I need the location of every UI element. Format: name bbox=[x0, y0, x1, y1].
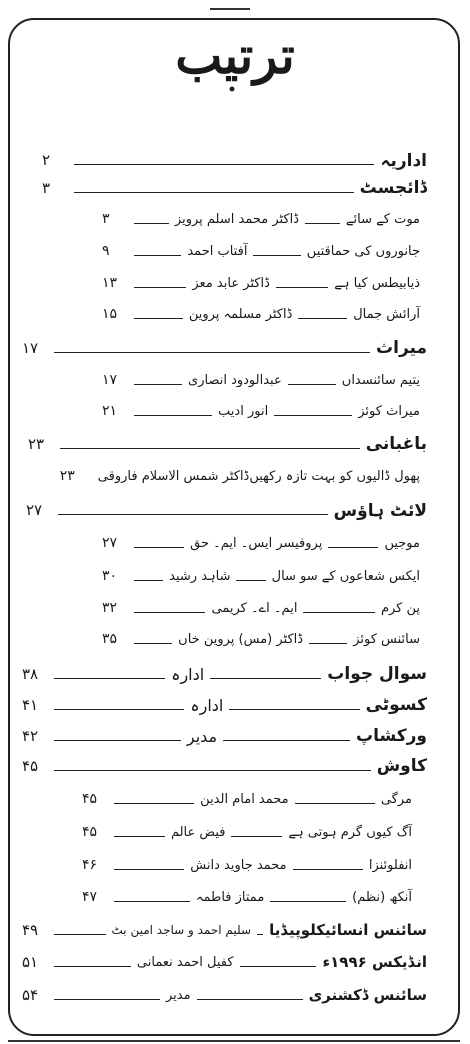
leader-line bbox=[305, 223, 340, 224]
entry-author: ڈاکٹر شمس الاسلام فاروقی bbox=[97, 468, 250, 484]
leader-line bbox=[134, 384, 182, 385]
entry-title: انفلوئنزا bbox=[368, 857, 412, 873]
entry-title: آرائش جمال bbox=[353, 306, 420, 322]
leader-line bbox=[240, 966, 317, 967]
toc-subentry[interactable] bbox=[82, 785, 412, 813]
leader-line bbox=[134, 255, 181, 256]
entry-title: سائنس ڈکشنری bbox=[308, 986, 427, 1004]
page-number: ۴۹ bbox=[22, 921, 39, 939]
entry-title: موت کے سائے bbox=[345, 211, 420, 227]
entry-author: ڈاکٹر عابد معز bbox=[192, 275, 270, 291]
leader-line bbox=[134, 318, 183, 319]
entry-author: انور ادیب bbox=[218, 403, 269, 419]
leader-line bbox=[276, 287, 328, 288]
page-number: ۱۵ bbox=[101, 306, 118, 322]
leader-line bbox=[74, 164, 374, 165]
title-underline-ornament bbox=[132, 86, 332, 92]
leader-line bbox=[114, 803, 194, 804]
entry-author: محمد امام الدین bbox=[200, 791, 289, 807]
page-number: ۴۵ bbox=[82, 824, 98, 840]
entry-title: سائنس کوئز bbox=[353, 631, 420, 647]
leader-line bbox=[223, 740, 350, 741]
leader-line bbox=[54, 934, 106, 935]
page-top-edge bbox=[210, 0, 250, 10]
toc-entry-index[interactable] bbox=[22, 948, 427, 976]
leader-line bbox=[257, 934, 263, 935]
entry-author: شاہد رشید bbox=[169, 568, 231, 584]
leader-line bbox=[293, 869, 363, 870]
page-number: ۱۷ bbox=[22, 339, 39, 357]
entry-author: آفتاب احمد bbox=[187, 243, 248, 259]
leader-line bbox=[134, 547, 184, 548]
entry-title: انڈیکس ۱۹۹۶ء bbox=[322, 953, 427, 971]
leader-line bbox=[134, 643, 172, 644]
entry-title: پھول ڈالیوں کو بہت تازہ رکھیں bbox=[249, 468, 420, 484]
leader-line bbox=[54, 966, 131, 967]
leader-line bbox=[114, 836, 165, 837]
page-number: ۲ bbox=[42, 151, 51, 169]
leader-line bbox=[134, 287, 186, 288]
page-number: ۳۰ bbox=[102, 568, 118, 584]
page-number: ۵۴ bbox=[21, 986, 39, 1004]
entry-title: باغبانی bbox=[365, 434, 427, 454]
leader-line bbox=[236, 580, 265, 581]
page-number: ۱۳ bbox=[102, 275, 118, 291]
entry-author: ادارہ bbox=[190, 695, 224, 715]
entry-author: ڈاکٹر مسلمہ پروین bbox=[188, 306, 293, 322]
entry-author: ممتاز فاطمہ bbox=[195, 889, 265, 905]
entry-title: آگ کیوں گرم ہوتی ہے bbox=[288, 824, 412, 840]
entry-author: سلیم احمد و ساجد امین بٹ bbox=[111, 923, 252, 937]
entry-title: لائٹ ہاؤس bbox=[333, 500, 427, 521]
entry-author: پروفیسر ایس۔ ایم۔ حق bbox=[190, 535, 323, 551]
entry-author: ادارہ bbox=[171, 664, 205, 684]
leader-line bbox=[54, 352, 370, 353]
entry-title: کاوش bbox=[376, 756, 427, 776]
page-number: ۵۱ bbox=[21, 953, 39, 971]
leader-line bbox=[54, 999, 160, 1000]
leader-line bbox=[114, 869, 184, 870]
entry-author: فیض عالم bbox=[170, 824, 226, 840]
page-title: ترتیب bbox=[175, 26, 295, 85]
entry-author: عبدالودود انصاری bbox=[188, 372, 282, 388]
toc-entry-gardening[interactable] bbox=[28, 430, 427, 458]
leader-line bbox=[229, 709, 359, 710]
page-number: ۴۵ bbox=[22, 757, 39, 775]
leader-line bbox=[231, 836, 282, 837]
page-number: ۲۱ bbox=[101, 403, 118, 419]
toc-subentry[interactable] bbox=[102, 269, 420, 297]
toc-subentry[interactable] bbox=[82, 851, 412, 879]
toc-entry-digest[interactable] bbox=[42, 174, 427, 202]
entry-author: ڈاکٹر محمد اسلم پرویز bbox=[174, 211, 300, 227]
leader-line bbox=[303, 612, 375, 613]
toc-subentry[interactable] bbox=[102, 625, 420, 653]
leader-line bbox=[74, 192, 354, 193]
leader-line bbox=[54, 709, 184, 710]
toc-entry-workshop[interactable] bbox=[22, 722, 427, 750]
leader-line bbox=[134, 580, 163, 581]
toc-subentry[interactable] bbox=[102, 529, 420, 557]
entry-title: میراث کوئز bbox=[358, 403, 420, 419]
page-number: ۲۷ bbox=[102, 535, 118, 551]
toc-subentry[interactable] bbox=[102, 237, 420, 265]
toc-subentry[interactable] bbox=[102, 562, 420, 590]
entry-title: کسوٹی bbox=[365, 695, 427, 715]
page-number: ۳۲ bbox=[101, 600, 118, 616]
leader-line bbox=[288, 384, 336, 385]
entry-title: آنکھ (نظم) bbox=[352, 889, 412, 905]
leader-line bbox=[328, 547, 378, 548]
entry-title: میراث bbox=[376, 338, 427, 358]
toc-subentry[interactable] bbox=[82, 883, 412, 911]
page-number: ۲۳ bbox=[59, 468, 75, 484]
entry-title: پن کرم bbox=[380, 600, 420, 616]
bottom-rule bbox=[8, 1040, 460, 1042]
toc-subentry[interactable] bbox=[102, 366, 420, 394]
entry-title: مرگی bbox=[380, 791, 412, 807]
toc-subentry[interactable] bbox=[102, 397, 420, 425]
leader-line bbox=[253, 255, 300, 256]
leader-line bbox=[54, 740, 181, 741]
leader-line bbox=[295, 803, 375, 804]
toc-entry-encyclopedia[interactable] bbox=[22, 916, 427, 944]
entry-author: مدیر bbox=[165, 987, 191, 1003]
leader-line bbox=[134, 223, 169, 224]
leader-line bbox=[270, 901, 346, 902]
entry-title: سائنس انسائیکلوپیڈیا bbox=[269, 921, 427, 939]
toc-entry-dictionary[interactable] bbox=[22, 981, 427, 1009]
toc-entry-qa[interactable] bbox=[22, 660, 427, 688]
entry-title: جانوروں کی حماقتیں bbox=[306, 243, 420, 259]
page-number: ۴۲ bbox=[21, 727, 39, 745]
toc-entry-kasauti[interactable] bbox=[22, 691, 427, 719]
toc-entry-kawish[interactable] bbox=[22, 752, 427, 780]
leader-line bbox=[114, 901, 190, 902]
entry-author: ایم۔ اے۔ کریمی bbox=[211, 600, 298, 616]
page-number: ۳ bbox=[102, 211, 110, 227]
entry-title: ایکس شعاعوں کے سو سال bbox=[271, 568, 420, 584]
entry-title: ذیابیطس کیا ہے bbox=[334, 275, 420, 291]
page-number: ۳ bbox=[42, 179, 51, 197]
entry-author: مدیر bbox=[186, 726, 218, 746]
page-number: ۱۷ bbox=[102, 372, 118, 388]
leader-line bbox=[197, 999, 303, 1000]
entry-title: اداریہ bbox=[380, 150, 427, 171]
page-number: ۲۳ bbox=[28, 435, 45, 453]
entry-author: ڈاکٹر (مس) پروین خاں bbox=[178, 631, 304, 647]
toc-subentry[interactable] bbox=[82, 818, 412, 846]
leader-line bbox=[60, 448, 360, 449]
toc-subentry[interactable] bbox=[59, 462, 420, 490]
toc-subentry[interactable] bbox=[102, 300, 420, 328]
toc-subentry[interactable] bbox=[102, 594, 420, 622]
entry-author: کفیل احمد نعمانی bbox=[136, 954, 234, 970]
toc-entry-lighthouse[interactable] bbox=[26, 496, 427, 524]
leader-line bbox=[54, 770, 371, 771]
entry-title: موجیں bbox=[384, 535, 420, 551]
page-number: ۴۷ bbox=[82, 889, 98, 905]
entry-title: یتیم سائنسداں bbox=[341, 372, 420, 388]
page-number: ۳۸ bbox=[21, 665, 39, 683]
entry-title: ڈائجسٹ bbox=[359, 178, 427, 198]
page-number: ۴۵ bbox=[81, 791, 98, 807]
entry-title: ورکشاپ bbox=[355, 726, 427, 746]
entry-author: محمد جاوید دانش bbox=[190, 857, 287, 873]
toc-subentry[interactable] bbox=[102, 205, 420, 233]
leader-line bbox=[298, 318, 347, 319]
page-number: ۲۷ bbox=[26, 501, 43, 519]
leader-line bbox=[274, 415, 352, 416]
page-number: ۴۱ bbox=[22, 696, 39, 714]
page-number: ۹ bbox=[102, 243, 110, 259]
page-number: ۴۶ bbox=[82, 857, 98, 873]
toc-entry-editorial[interactable] bbox=[42, 146, 427, 174]
page-number: ۳۵ bbox=[102, 631, 118, 647]
leader-line bbox=[210, 678, 321, 679]
leader-line bbox=[309, 643, 347, 644]
leader-line bbox=[134, 415, 212, 416]
leader-line bbox=[58, 514, 328, 515]
toc-entry-heritage[interactable] bbox=[22, 334, 427, 362]
entry-title: سوال جواب bbox=[327, 664, 427, 684]
leader-line bbox=[134, 612, 206, 613]
leader-line bbox=[54, 678, 165, 679]
